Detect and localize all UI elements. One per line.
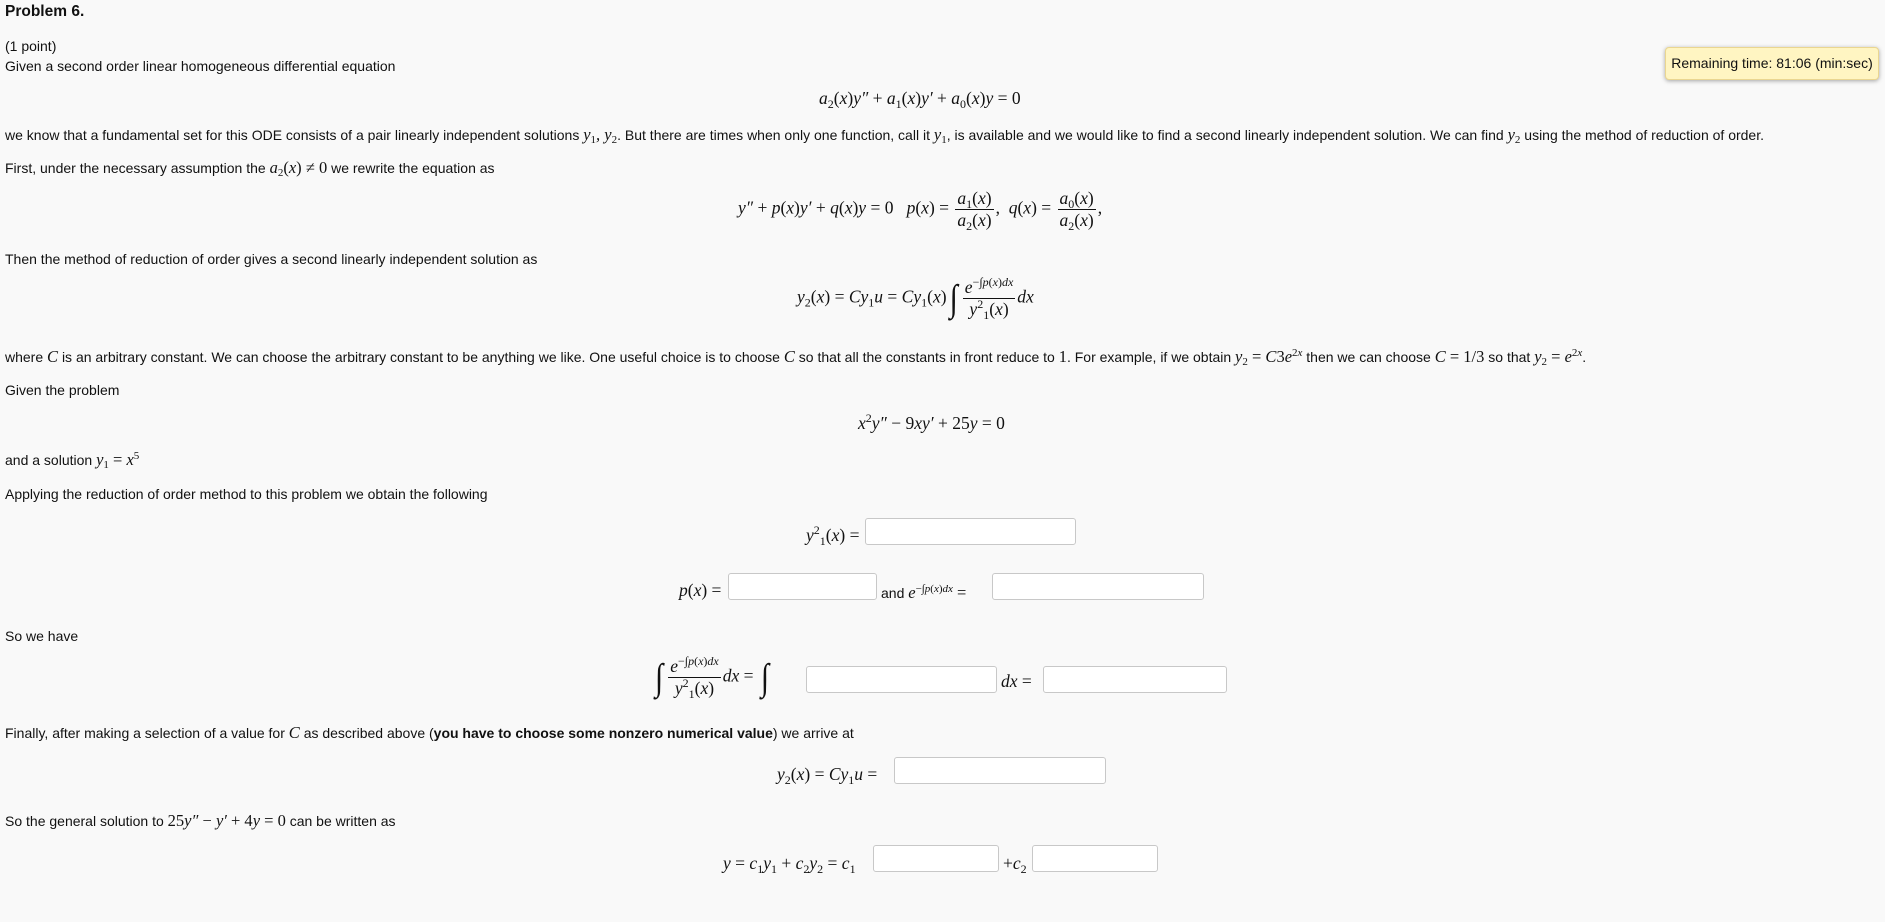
p-of-x-label: p(x) = — [679, 580, 722, 600]
general-text-b: can be written as — [289, 813, 396, 829]
intro-text: Given a second order linear homogeneous differential equation — [5, 58, 396, 74]
where-text-b: is an arbitrary constant. We can choose the arbitrary constant to be anything we like. One useful choice is to choose — [61, 349, 780, 365]
where-text-c: so that all the constants in front reduce to — [798, 349, 1055, 365]
problem-title: Problem 6. — [5, 3, 85, 20]
reduction-formula: $y_2(x) = Cy_1u = Cy_1(x)$ ∫ $\frac{e^{-\int p(x)dx}}{y^2_1(x)}$ dx — [797, 275, 1034, 322]
e-integral-input[interactable] — [992, 573, 1204, 600]
c2-term-input[interactable] — [1032, 845, 1158, 872]
fund-text-c: , is available and we would like to find a second linearly independent solution. We can find — [946, 127, 1504, 143]
given-ode-equation: $x^2y'' - 9xy' + 25y = 0$ — [858, 411, 1005, 433]
general-solution-label: $y = c_1y_1 + c_2y_2 = c_1$ — [723, 853, 856, 876]
y1-squared-input[interactable] — [865, 518, 1076, 545]
fund-text-a: we know that a fundamental set for this ODE consists of a pair linearly independent solutions — [5, 127, 580, 143]
c1-term-input[interactable] — [873, 845, 999, 872]
integral-expression: ∫ $\frac{e^{-\int p(x)dx}}{y^2_1(x)}$ dx = ∫ — [655, 654, 770, 701]
fundamental-set-text: we know that a fundamental set for this ODE consists of a pair linearly independent solutions $y_1$, $y_2$. But there are times when only one function, call it $y_1$, is available and we would like to find a second linearly independent solution. We can find $y_2$ using the method of reduction of order. — [5, 125, 1764, 146]
first-text-b: we rewrite the equation as — [331, 160, 495, 176]
and-solution-text: and a solution $y_1 = x^5$ — [5, 450, 140, 471]
remaining-time-badge: Remaining time: 81:06 (min:sec) — [1665, 47, 1879, 80]
fund-text-b: . But there are times when only one function, call it — [617, 127, 930, 143]
finally-text-a: Finally, after making a selection of a value for — [5, 725, 285, 741]
finally-bold-text: you have to choose some nonzero numerical value — [433, 725, 773, 741]
finally-text-c: ) we arrive at — [772, 725, 854, 741]
given-problem-text: Given the problem — [5, 382, 120, 398]
finally-text-b: as described above ( — [303, 725, 434, 741]
applying-text: Applying the reduction of order method to this problem we obtain the following — [5, 486, 488, 502]
fund-text-d: using the method of reduction of order. — [1524, 127, 1764, 143]
integral-result-input[interactable] — [1043, 666, 1227, 693]
where-text-d: . For example, if we obtain — [1066, 349, 1232, 365]
y2-label: $y_2(x) = Cy_1u$ = — [777, 764, 878, 787]
where-text-f: so that — [1488, 349, 1531, 365]
where-text-a: where — [5, 349, 44, 365]
problem-points: (1 point) — [5, 38, 57, 54]
where-text: where C is an arbitrary constant. We can choose the arbitrary constant to be anything we like. One useful choice is to choose C so that all the constants in front reduce to 1. For example, if we obtain $y_2 = C3e^{2x}$ then we can choose C = 1/3 so that $y_2 = e^{2x}$. — [5, 347, 1587, 368]
dx-equals-label: dx = — [1001, 671, 1032, 691]
plus-c2-label: $+c_2$ — [1003, 853, 1027, 876]
integrand-input[interactable] — [806, 666, 997, 693]
so-we-have-text: So we have — [5, 628, 79, 644]
p-of-x-input[interactable] — [728, 573, 877, 600]
and-solution-label: and a solution — [5, 452, 93, 468]
y2-input[interactable] — [894, 757, 1106, 784]
first-text-a: First, under the necessary assumption the — [5, 160, 266, 176]
general-text-a: So the general solution to — [5, 813, 164, 829]
and-word: and — [881, 585, 905, 601]
then-text: Then the method of reduction of order gives a second linearly independent solution as — [5, 251, 538, 267]
general-solution-text: So the general solution to 25y″ − y′ + 4y = 0 can be written as — [5, 811, 396, 830]
y1-squared-label: $y^2_1(x)$ = — [806, 523, 860, 548]
standard-form-equation: y″ + p(x)y′ + q(x)y = 0 p(x) = $\frac{a_1(x)}{a_2(x)}$ , q(x) = $\frac{a_0(x)}{a_2(x)}$ , — [738, 188, 1103, 233]
finally-text: Finally, after making a selection of a value for C as described above (you have to choose some nonzero numerical value) we arrive at — [5, 723, 854, 742]
and-label: and $e^{-\int p(x)dx}$ = — [881, 583, 967, 602]
where-text-e: then we can choose — [1306, 349, 1431, 365]
first-assumption-text: First, under the necessary assumption the $a_2(x) \ne 0$ we rewrite the equation as — [5, 158, 495, 179]
general-ode-equation: $a_2(x)y'' + a_1(x)y' + a_0(x)y = 0$ — [819, 88, 1021, 111]
